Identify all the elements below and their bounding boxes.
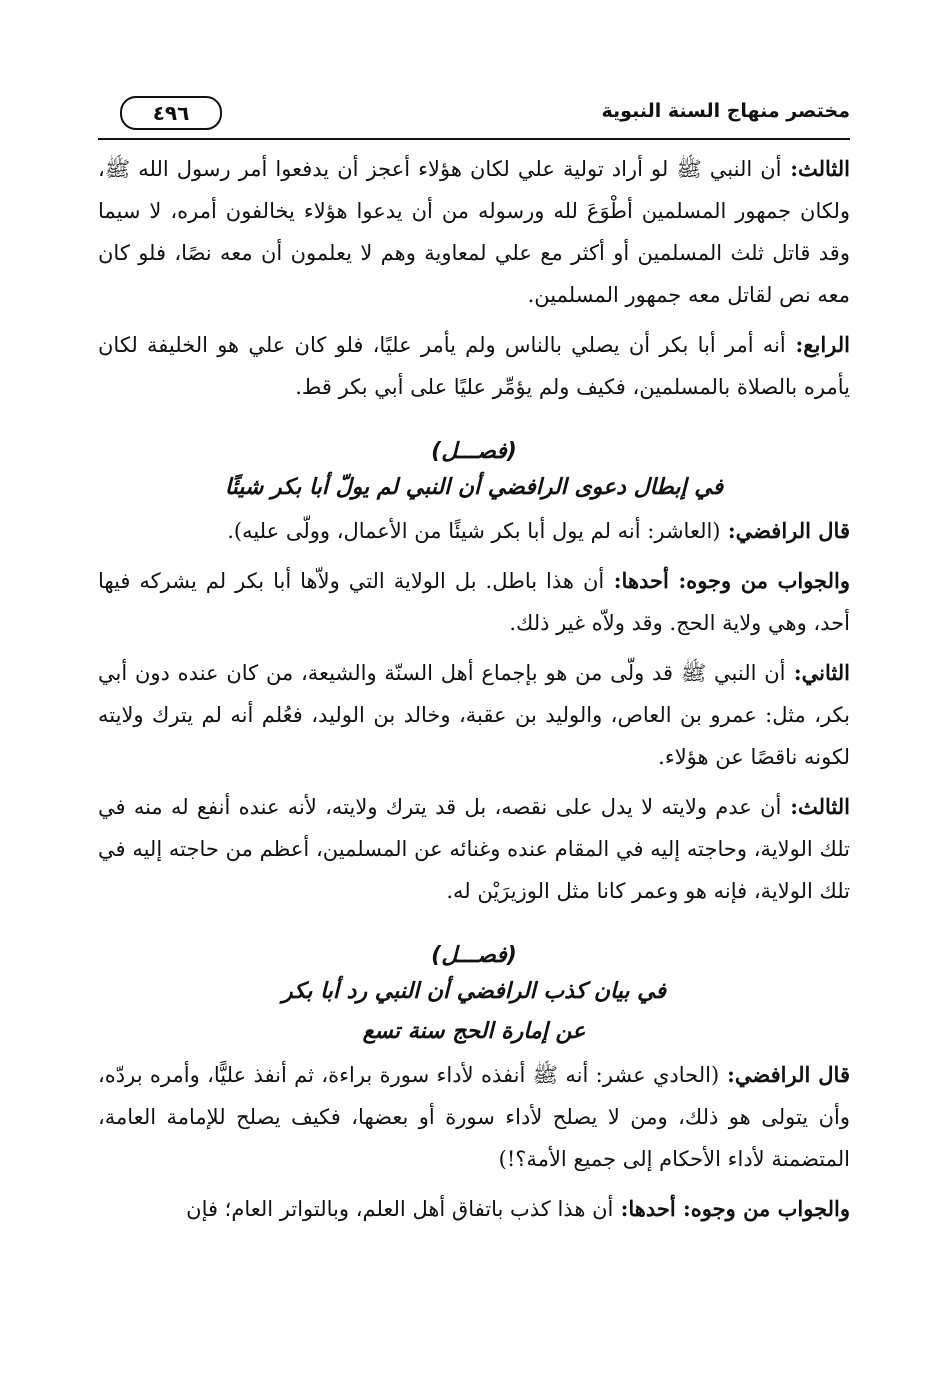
paragraph (98, 510, 850, 552)
paragraph-lead: الثاني: (785, 660, 850, 685)
paragraph (98, 148, 850, 316)
paragraph-text: أن النبي ﷺ قد ولّى من هو بإجماع أهل السنّة والشيعة، من كان عنده دون أبي بكر، مثل: عمرو بن العاص، والوليد بن عقبة، وخالد بن الوليد، فعُلم أنه لم يترك ولايته لكونه ناقصًا عن هؤلاء. (98, 661, 850, 769)
paragraph (98, 324, 850, 408)
paragraph (98, 1188, 850, 1230)
paragraph-lead: الثالث: (781, 156, 850, 181)
paragraph-text: أن هذا باطل. بل الولاية التي ولاّها أبا بكر لم يشركه فيها أحد، وهي ولاية الحج. وقد ولاّه غير ذلك. (98, 569, 850, 635)
paragraph-lead: قال الرافضي: (719, 1062, 850, 1087)
page-header (98, 96, 850, 136)
paragraph-lead: والجواب من وجوه: أحدها: (613, 1196, 850, 1221)
section-label: (فصـــل) (431, 943, 517, 968)
paragraph-text: أن هذا كذب باتفاق أهل العلم، وبالتواتر العام؛ فإن (186, 1197, 614, 1221)
paragraph (98, 652, 850, 778)
header-rule (98, 138, 850, 140)
paragraph-text: (العاشر: أنه لم يول أبا بكر شيئًا من الأعمال، وولّى عليه). (227, 519, 721, 543)
page-number: ٤٩٦ (120, 96, 222, 130)
paragraph-lead: والجواب من وجوه: أحدها: (604, 568, 850, 593)
paragraph-text: أن عدم ولايته لا يدل على نقصه، بل قد يترك ولايته، لأنه عنده أنفع له منه في تلك الولاية، وحاجته إليه في المقام عنده وغنائه عن المسلمين، أعظم من حاجته إليه في تلك الولاية، فإنه هو وعمر كانا مثل الوزيرَيْن له. (98, 795, 850, 903)
paragraph-text: (الحادي عشر: أنه ﷺ أنفذه لأداء سورة براءة، ثم أنفذ عليًّا، وأمره بردّه، وأن يتولى هو ذلك، ومن لا يصلح لأداء سورة أو بعضها، فكيف يصلح للإمامة العامة، المتضمنة لأداء الأحكام إلى جميع الأمة؟!) (98, 1063, 850, 1171)
page-body (98, 148, 850, 1238)
paragraph-lead: قال الرافضي: (720, 518, 850, 543)
paragraph (98, 786, 850, 912)
paragraph-lead: الرابع: (785, 332, 850, 357)
section-label: (فصـــل) (431, 439, 517, 464)
paragraph (98, 1054, 850, 1180)
section-title: في إبطال دعوى الرافضي أن النبي لم يولّ أبا بكر شيئًا (224, 475, 724, 500)
running-title: مختصر منهاج السنة النبوية (601, 100, 850, 122)
section-title-line-2: عن إمارة الحج سنة تسع (362, 1019, 586, 1044)
section-title-line-1: في بيان كذب الرافضي أن النبي رد أبا بكر (282, 979, 666, 1004)
paragraph-lead: الثالث: (781, 794, 850, 819)
paragraph (98, 560, 850, 644)
paragraph-text: أنه أمر أبا بكر أن يصلي بالناس ولم يأمر عليًا، فلو كان علي هو الخليفة لكان يأمره بالصلاة بالمسلمين، فكيف ولم يؤمِّر عليًا على أبي بكر قط. (98, 333, 850, 399)
paragraph-text: أن النبي ﷺ لو أراد تولية علي لكان هؤلاء أعجز أن يدفعوا أمر رسول الله ﷺ، ولكان جمهور المسلمين أطْوَعَ لله ورسوله من أن يدعوا هؤلاء يخالفون أمره، لا سيما وقد قاتل ثلث المسلمين أو أكثر مع علي لمعاوية وهم لا يعلمون أن معه نصًا، فلو كان معه نص لقاتل معه جمهور المسلمين. (98, 157, 850, 307)
